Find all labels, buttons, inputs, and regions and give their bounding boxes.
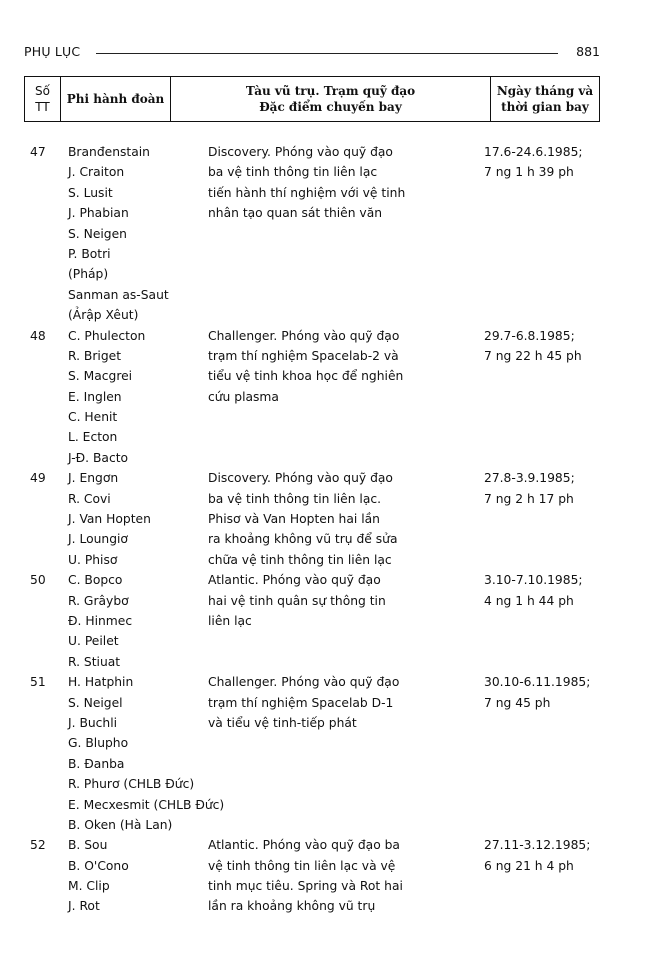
crew-member: L. Ecton — [68, 430, 118, 445]
crew-member: S. Macgrei — [68, 369, 133, 384]
row-line — [0, 346, 671, 366]
row-line — [0, 326, 671, 346]
crew-member: (Ảrập Xêut) — [68, 308, 139, 323]
crew-member: U. Phisơ — [68, 552, 118, 567]
entry-number: 47 — [30, 145, 46, 159]
column-header-description — [171, 77, 491, 121]
description-line: trạm thí nghiệm Spacelab-2 và — [208, 348, 399, 363]
row-line — [0, 774, 671, 794]
description-line: Challenger. Phóng vào quỹ đạo — [208, 675, 400, 690]
description-line: Challenger. Phóng vào quỹ đạo — [208, 328, 400, 343]
crew-member: U. Peilet — [68, 634, 119, 649]
flight-date-line: 6 ng 21 h 4 ph — [484, 858, 574, 873]
row-line — [0, 244, 671, 264]
row-line — [0, 142, 671, 162]
entry-number: 50 — [30, 573, 46, 588]
description-line: Phisơ và Van Hopten hai lần — [208, 512, 380, 527]
crew-member: Branđenstain — [68, 145, 150, 159]
flight-date-line: 17.6-24.6.1985; — [484, 145, 583, 159]
row-line — [0, 427, 671, 447]
row-line — [0, 387, 671, 407]
crew-member: G. Blupho — [68, 736, 129, 751]
row-line — [0, 876, 671, 896]
header-rule — [96, 53, 558, 54]
crew-member: M. Clip — [68, 879, 110, 894]
table-row — [0, 672, 671, 835]
description-line: tiểu vệ tinh khoa học để nghiên — [208, 369, 404, 384]
crew-member: C. Phulecton — [68, 328, 146, 343]
description-line: trạm thí nghiệm Spacelab D-1 — [208, 695, 394, 710]
crew-member: B. Đanba — [68, 756, 125, 771]
flight-date-line: 30.10-6.11.1985; — [484, 675, 591, 690]
description-line: liên lạc — [208, 613, 252, 628]
column-header-description-line: Đặc điểm chuyến bay — [259, 100, 402, 114]
crew-member: J-Đ. Bacto — [68, 450, 129, 465]
description-line: lần ra khoảng không vũ trụ — [208, 899, 376, 914]
table-row — [0, 326, 671, 469]
description-line: Atlantic. Phóng vào quỹ đạo ba — [208, 838, 400, 853]
flight-date-line: 7 ng 1 h 39 ph — [484, 165, 574, 180]
page-number: 881 — [576, 44, 600, 59]
section-title: PHỤ LỤC — [24, 44, 81, 59]
description-line: Discovery. Phóng vào quỹ đạo — [208, 145, 393, 159]
crew-member: E. Inglen — [68, 389, 122, 404]
row-line — [0, 203, 671, 223]
column-header-no — [25, 77, 61, 121]
flight-date-line: 7 ng 22 h 45 ph — [484, 348, 582, 363]
page-header — [24, 44, 602, 62]
column-header-crew-line: Phi hành đoàn — [66, 92, 165, 106]
flight-date-line: 7 ng 45 ph — [484, 695, 551, 710]
row-line — [0, 550, 671, 570]
column-header-no-line: Số — [35, 84, 50, 98]
column-header-crew — [61, 77, 171, 121]
table-row — [0, 142, 671, 326]
column-header-description-line: Tàu vũ trụ. Trạm quỹ đạo — [245, 84, 416, 98]
row-line — [0, 754, 671, 774]
row-line — [0, 407, 671, 427]
table-header — [24, 76, 600, 122]
row-line — [0, 183, 671, 203]
row-line — [0, 795, 671, 815]
description-line: vệ tinh thông tin liên lạc và vệ — [208, 858, 396, 873]
row-line — [0, 509, 671, 529]
crew-member: R. Stiuat — [68, 654, 121, 669]
row-line — [0, 672, 671, 692]
crew-member: B. Sou — [68, 838, 108, 853]
entry-number: 52 — [30, 838, 46, 853]
flight-date-line: 27.11-3.12.1985; — [484, 838, 591, 853]
row-line — [0, 529, 671, 549]
description-line: Atlantic. Phóng vào quỹ đạo — [208, 573, 381, 588]
column-header-no-line: TT — [35, 100, 50, 114]
entry-number: 51 — [30, 675, 46, 690]
column-header-date-line: thời gian bay — [501, 100, 589, 114]
row-line — [0, 305, 671, 325]
table-row — [0, 835, 671, 917]
flight-date-line: 29.7-6.8.1985; — [484, 328, 575, 343]
row-line — [0, 591, 671, 611]
description-line: tinh mục tiêu. Spring và Rot hai — [208, 879, 403, 894]
crew-member: J. Van Hopten — [68, 512, 151, 527]
crew-member: B. Oken (Hà Lan) — [68, 817, 173, 832]
column-header-date — [491, 77, 599, 121]
description-line: cứu plasma — [208, 389, 279, 404]
table-row — [0, 468, 671, 570]
description-line: tiến hành thí nghiệm với vệ tinh — [208, 185, 406, 200]
crew-member: C. Henit — [68, 410, 118, 425]
description-line: và tiểu vệ tinh-tiếp phát — [208, 715, 357, 730]
row-line — [0, 264, 671, 284]
row-line — [0, 856, 671, 876]
crew-member: J. Buchli — [68, 715, 118, 730]
crew-member: S. Lusit — [68, 185, 113, 200]
row-line — [0, 733, 671, 753]
description-line: ra khoảng không vũ trụ để sửa — [208, 532, 398, 547]
row-line — [0, 489, 671, 509]
row-line — [0, 896, 671, 916]
crew-member: R. Grâybơ — [68, 593, 129, 608]
crew-member: S. Neigen — [68, 226, 127, 241]
row-line — [0, 162, 671, 182]
crew-member: R. Briget — [68, 348, 122, 363]
row-line — [0, 448, 671, 468]
row-line — [0, 468, 671, 488]
crew-member: H. Hatphin — [68, 675, 134, 690]
row-line — [0, 285, 671, 305]
column-header-date-line: Ngày tháng và — [496, 84, 594, 98]
row-line — [0, 693, 671, 713]
entry-number: 49 — [30, 471, 46, 486]
crew-member: J. Engơn — [68, 471, 119, 486]
flight-date-line: 7 ng 2 h 17 ph — [484, 491, 574, 506]
crew-member: R. Phurơ (CHLB Đức) — [68, 777, 195, 792]
crew-member: S. Neigel — [68, 695, 123, 710]
crew-member: J. Phabian — [68, 206, 129, 221]
flight-date-line: 4 ng 1 h 44 ph — [484, 593, 574, 608]
row-line — [0, 835, 671, 855]
row-line — [0, 815, 671, 835]
crew-member: E. Mecxesmit (CHLB Đức) — [68, 797, 225, 812]
crew-member: Sanman as-Saut — [68, 287, 169, 302]
crew-member: J. Loungiơ — [68, 532, 128, 547]
description-line: ba vệ tinh thông tin liên lạc — [208, 165, 378, 180]
crew-member: P. Botri — [68, 246, 111, 261]
crew-member: Đ. Hinmec — [68, 613, 133, 628]
row-line — [0, 652, 671, 672]
description-line: chữa vệ tinh thông tin liên lạc — [208, 552, 392, 567]
crew-member: J. Rot — [68, 899, 100, 914]
row-line — [0, 631, 671, 651]
row-line — [0, 611, 671, 631]
table-row — [0, 570, 671, 672]
flight-date-line: 27.8-3.9.1985; — [484, 471, 575, 486]
row-line — [0, 713, 671, 733]
description-line: Discovery. Phóng vào quỹ đạo — [208, 471, 393, 486]
flight-date-line: 3.10-7.10.1985; — [484, 573, 583, 588]
crew-member: C. Bopco — [68, 573, 123, 588]
table-body — [0, 142, 671, 917]
description-line: hai vệ tinh quân sự thông tin — [208, 593, 386, 608]
description-line: ba vệ tinh thông tin liên lạc. — [208, 491, 382, 506]
crew-member: J. Craiton — [68, 165, 125, 180]
row-line — [0, 570, 671, 590]
row-line — [0, 224, 671, 244]
crew-member: R. Covi — [68, 491, 111, 506]
crew-member: (Pháp) — [68, 267, 109, 282]
row-line — [0, 366, 671, 386]
description-line: nhân tạo quan sát thiên văn — [208, 206, 383, 221]
entry-number: 48 — [30, 328, 46, 343]
crew-member: B. O'Cono — [68, 858, 129, 873]
